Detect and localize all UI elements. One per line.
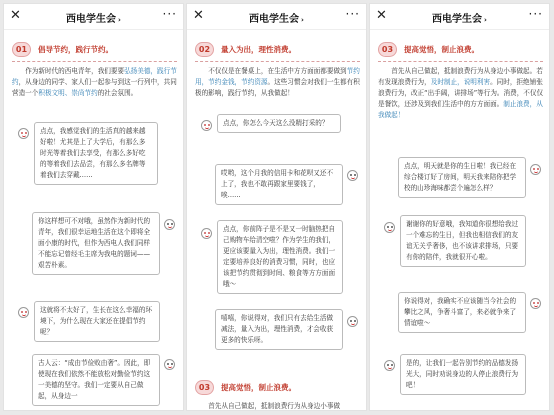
close-icon[interactable]: ✕ — [10, 8, 21, 23]
chevron-right-icon: › — [301, 16, 304, 24]
article-panel-1 — [3, 3, 184, 411]
section-heading — [195, 379, 296, 396]
section-title: 量入为出，理性消费。 — [221, 45, 296, 54]
chevron-right-icon: › — [484, 16, 487, 24]
avatar-boy-icon — [347, 170, 358, 181]
article-panel-2 — [186, 3, 367, 411]
avatar-girl-icon — [201, 228, 212, 239]
intro-paragraph: 不仅仅是在餐桌上，在生活中方方面面都要做到节约用，节约金钱，节约资源。这些习惯会对我们一生都有积极的影响，践行节约，从我做起！ — [195, 67, 360, 97]
section-title: 倡导节约，践行节约。 — [38, 45, 113, 54]
more-icon[interactable]: ··· — [528, 7, 543, 21]
chat-bubble: 谢谢你的好意哦，我知道你很想给我过一个难忘的生日，但我也相信我们的友谊无关乎奢侈，也不该讲求排场，只要有你的陪伴，我就很开心啦。 — [400, 215, 526, 267]
account-title[interactable] — [187, 10, 366, 25]
chat-bubble: 是的，让我们一起告别节约的品德发扬光大，同时劝说身边的人停止浪费行为吧！ — [400, 354, 526, 395]
avatar-boy-icon — [384, 360, 395, 371]
top-bar — [187, 4, 366, 30]
chat-bubble: 点点，你怎么今天这么没精打采的？ — [217, 114, 341, 133]
section-heading — [195, 41, 296, 58]
section-number: 03 — [378, 42, 397, 57]
intro-paragraph: 作为新时代的西电青年，我们要要弘扬美德，践行节约，从身边的同学、家人们一起参与到这一行列中，共同营造一个积极文明、崇尚节约的社会氛围。 — [12, 67, 177, 97]
chevron-right-icon: › — [118, 16, 121, 24]
intro-paragraph: 首先从自己做起，抵制浪费行为从身边小事做起。若有发现浪费行为，及时制止，说明利害。同时，拒绝铺张浪费行为，改正“出手阔，讲排场”等行为。消费，不仅仅是餐饮，还涉及到我们生活中的方方面面。制止浪费，从我做起！ — [378, 67, 544, 119]
section-title: 提高觉悟，制止浪费。 — [221, 383, 296, 392]
chat-bubble: 哎哟，这个月我的信用卡和花呗又还不上了，我也不敢再跟家里要钱了，唉…… — [215, 164, 343, 205]
avatar-boy-icon — [164, 359, 175, 370]
section-number: 01 — [12, 42, 31, 57]
section-heading — [12, 41, 113, 58]
intro-paragraph: 首先从自己做起，抵制浪费行为从身边小事做 — [208, 402, 341, 410]
avatar-girl-icon — [18, 307, 29, 318]
account-title[interactable] — [4, 10, 183, 25]
close-icon[interactable]: ✕ — [193, 8, 204, 23]
more-icon[interactable]: ··· — [345, 7, 360, 21]
avatar-girl-icon — [18, 128, 29, 139]
account-name: 西电学生会 — [432, 14, 483, 25]
section-divider — [195, 61, 360, 62]
account-name: 西电学生会 — [249, 14, 300, 25]
avatar-girl-icon — [530, 298, 541, 309]
chat-bubble: 点点，我感觉我们的生活真的越来越好啦！尤其是上了大学后，有那么多时光等着我们去享受，有那么多好吃的等着我们去品尝，有那么多名牌等着我们去穿戴…… — [34, 122, 158, 185]
highlight-text: 制止浪费，从我做起！ — [378, 100, 543, 119]
chat-bubble: 你说得对，我确实不应该随当今社会的攀比之风，争奢斗富了，来必就争来了情谊啦～ — [398, 292, 526, 333]
section-divider — [378, 61, 543, 62]
section-number: 02 — [195, 42, 214, 57]
avatar-boy-icon — [164, 219, 175, 230]
top-bar — [370, 4, 549, 30]
section-number: 03 — [195, 380, 214, 395]
avatar-boy-icon — [347, 316, 358, 327]
chat-bubble: 古人云：“成由节俭败由奢”。因此，即使现在我们依然不能放松对勤俭节约这一美德的坚守。我们一定要从自己做起，从身边一 — [32, 354, 160, 406]
avatar-boy-icon — [384, 222, 395, 233]
avatar-girl-icon — [530, 164, 541, 175]
chat-bubble: 点点，你前阵子是不是又一时脑热把自己购物车给清空啦？作为学生的我们，更应该要量入为出，理性消费。我们一定要培养良好的消费习惯，同时，也应该把节约贯彻到时间、粮食等方方面面哦～ — [217, 220, 343, 294]
chat-bubble: 你这样想可不对哦，虽然作为新时代的青年，我们很幸运地生活在这个即将全面小康的时代，但作为西电人我们同样不能忘记曾经毛主席为我电的题词——艰苦朴素。 — [32, 212, 160, 275]
chat-bubble: 嘻嘻，你说得对，我们只有去给生活做减法，量入为出，理性消费，才会收获更多的快乐呀。 — [215, 309, 343, 350]
section-divider — [12, 61, 177, 62]
top-bar — [4, 4, 183, 30]
section-title: 提高觉悟，制止浪费。 — [404, 45, 479, 54]
highlight-text: 弘扬美德，践行节约 — [12, 67, 177, 86]
account-title[interactable] — [370, 10, 549, 25]
highlight-text: 积极文明、崇尚节约 — [38, 89, 98, 97]
highlight-text: 节约用，节约金钱，节约资源 — [195, 67, 360, 86]
avatar-girl-icon — [201, 120, 212, 131]
account-name: 西电学生会 — [66, 14, 117, 25]
close-icon[interactable]: ✕ — [376, 8, 387, 23]
highlight-text: 及时制止，说明利害 — [430, 78, 491, 86]
chat-bubble: 点点，明天就是你的生日啦！我已经在综合楼订好了房间，明天我来陪你把学校的山珍海味都尝个遍怎么样？ — [398, 157, 526, 198]
section-heading — [378, 41, 479, 58]
chat-bubble: 这就将不太好了，生长在这么幸福的环境下，为什么现在大家还在提倡节约呢？ — [34, 301, 160, 342]
more-icon[interactable]: ··· — [162, 7, 177, 21]
article-panel-3 — [369, 3, 550, 411]
